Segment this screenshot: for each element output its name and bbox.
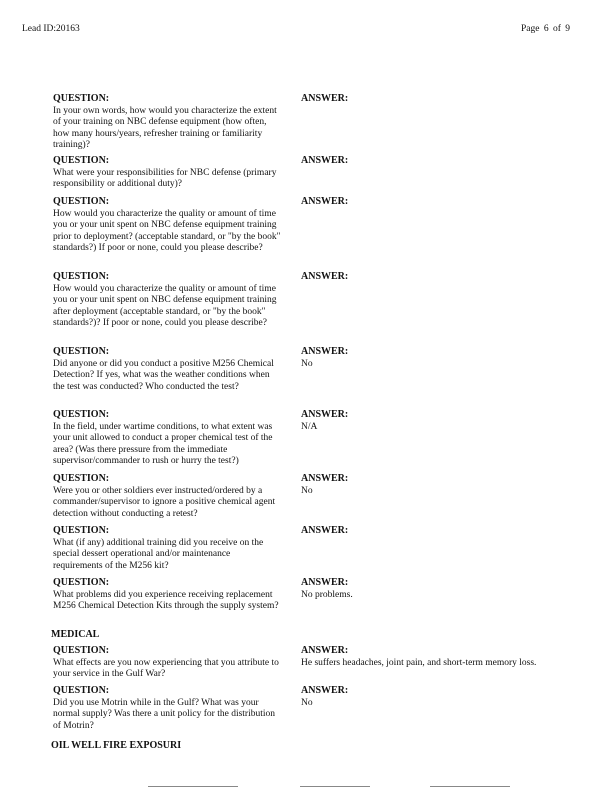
question-label: QUESTION: <box>53 271 110 282</box>
question-text: Were you or other soldiers ever instructed/ordered by a commander/supervisor to ignore a positive chemical agent detection without conducting a retest? <box>53 485 276 519</box>
question-label: QUESTION: <box>53 577 110 588</box>
answer-text: No problems. <box>301 589 353 600</box>
section-heading-medical: MEDICAL <box>51 629 100 640</box>
question-label: QUESTION: <box>53 473 110 484</box>
answer-text: No <box>301 697 313 708</box>
question-text: Did anyone or did you conduct a positive M256 Chemical Detection? If yes, what was the weather conditions when the test was conducted? Who conducted the test? <box>53 358 274 392</box>
question-label: QUESTION: <box>53 346 110 357</box>
question-label: QUESTION: <box>53 525 110 536</box>
question-label: QUESTION: <box>53 196 110 207</box>
answer-label: ANSWER: <box>301 685 349 696</box>
scan-artifact-line <box>148 786 238 787</box>
answer-label: ANSWER: <box>301 577 349 588</box>
question-text: In the field, under wartime conditions, to what extent was your unit allowed to conduct a proper chemical test of the area? (Was there pressure from the immediate supervisor/commander to rush or hurry the test?) <box>53 421 273 467</box>
question-text: How would you characterize the quality or amount of time you or your unit spent on NBC defense equipment training prior to deployment? (acceptable standard, or "by the book" standards?) If poor or none, could you please describe? <box>53 208 281 254</box>
question-label: QUESTION: <box>53 93 110 104</box>
section-heading-oil-well-fire: OIL WELL FIRE EXPOSURI <box>51 740 182 751</box>
answer-label: ANSWER: <box>301 645 349 656</box>
answer-label: ANSWER: <box>301 409 349 420</box>
question-text: Did you use Motrin while in the Gulf? What was your normal supply? Was there a unit policy for the distribution of Motrin? <box>53 697 276 731</box>
question-text: What were your responsibilities for NBC defense (primary responsibility or additional duty)? <box>53 167 277 190</box>
question-label: QUESTION: <box>53 409 110 420</box>
answer-text: No <box>301 358 313 369</box>
scan-artifact-line <box>300 786 370 787</box>
answer-label: ANSWER: <box>301 473 349 484</box>
answer-text: No <box>301 485 313 496</box>
answer-label: ANSWER: <box>301 346 349 357</box>
question-text: What effects are you now experiencing that you attribute to your service in the Gulf War? <box>53 657 279 680</box>
answer-label: ANSWER: <box>301 155 349 166</box>
answer-label: ANSWER: <box>301 93 349 104</box>
scan-artifact-line <box>430 786 510 787</box>
lead-id: Lead ID:20163 <box>22 24 80 34</box>
answer-text: He suffers headaches, joint pain, and short-term memory loss. <box>301 657 537 668</box>
question-label: QUESTION: <box>53 645 110 656</box>
answer-label: ANSWER: <box>301 271 349 282</box>
question-label: QUESTION: <box>53 685 110 696</box>
question-text: In your own words, how would you characterize the extent of your training on NBC defense equipment (how often, how many hours/years, refresher training or familiarity training)? <box>53 105 277 151</box>
question-text: What (if any) additional training did you receive on the special dessert operational and/or maintenance requirements of the M256 kit? <box>53 537 264 571</box>
answer-label: ANSWER: <box>301 196 349 207</box>
answer-label: ANSWER: <box>301 525 349 536</box>
question-label: QUESTION: <box>53 155 110 166</box>
page-indicator: Page 6 of 9 <box>521 24 571 34</box>
question-text: What problems did you experience receiving replacement M256 Chemical Detection Kits through the supply system? <box>53 589 279 612</box>
answer-text: N/A <box>301 421 318 432</box>
question-text: How would you characterize the quality or amount of time you or your unit spent on NBC defense equipment training after deployment (acceptable standard, or "by the book" standards?)? If poor or none, could you please describe? <box>53 283 277 329</box>
